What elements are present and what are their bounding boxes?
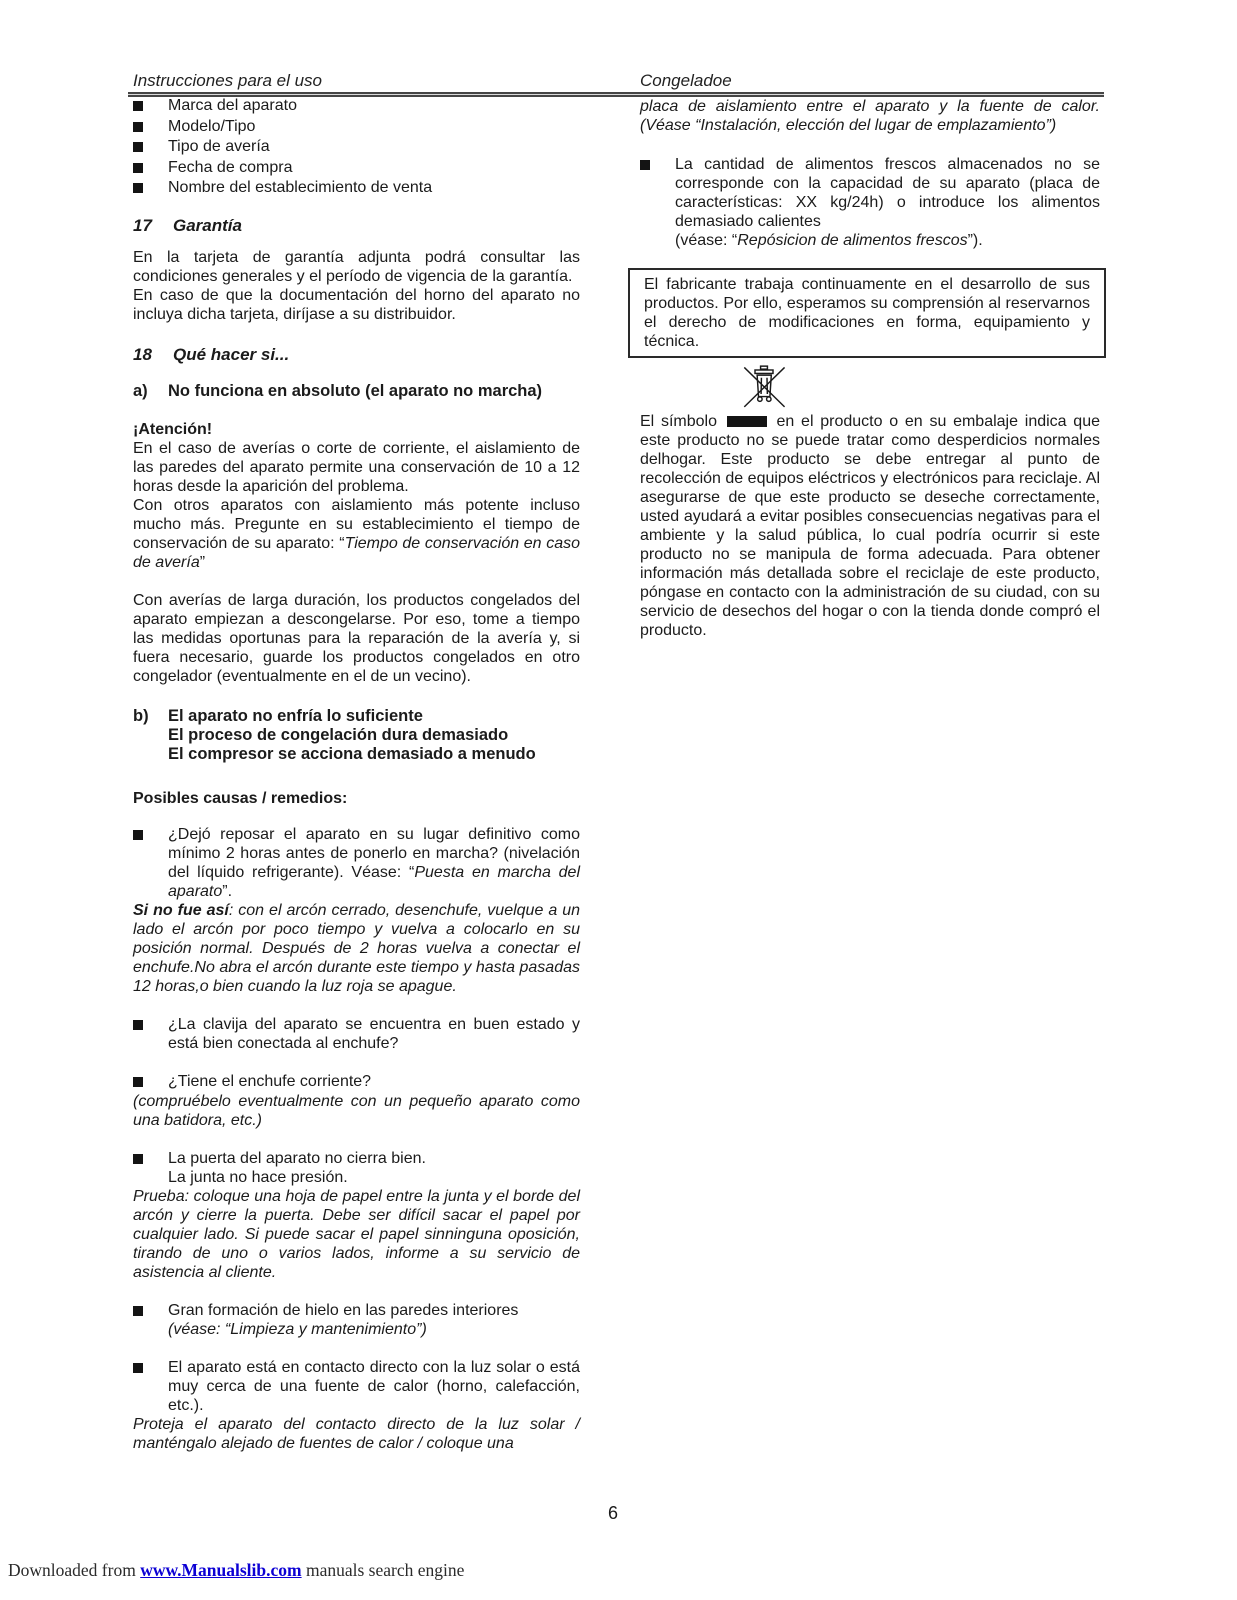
checklist-item: [133, 178, 580, 199]
bullet-marker: [133, 178, 168, 199]
paragraph-simbolo-reciclaje: El símbolo en el producto o en su embalaje indica que este producto no se puede tratar como desperdicios normales delhogar. Este producto se debe entregar al punto de recolección de equipos eléctricos y electrónicos para reciclaje. Al asegurarse de que este producto se deseche correctamente, usted ayudará a evitar posibles consecuencias negativas para el ambiente y la salud pública, lo cual podría ocurrir si este producto no se manipula de forma adecuada. Para obtener información más detallada sobre el reciclaje de este producto, póngase en contacto con la administración de su ciudad, con su servicio de desechos del hogar o con la tienda donde compró el producto.: [640, 413, 1101, 639]
footer: [8, 1560, 464, 1581]
bullet-item-clavija: [133, 1015, 580, 1053]
square-bullet-icon: [133, 1306, 143, 1316]
item-b-line: El compresor se acciona demasiado a menudo: [168, 744, 536, 763]
checklist-label: Nombre del establecimiento de venta: [168, 179, 433, 196]
paragraph-compruebelo: (compruébelo eventualmente con un pequeño aparato como una batidora, etc.): [133, 1092, 580, 1129]
square-bullet-icon: [133, 1020, 143, 1030]
item-text: [168, 707, 580, 764]
right-column: [640, 96, 1100, 640]
bullet-text: ¿Tiene el enchufe corriente?: [168, 1072, 372, 1090]
bullet-text: [168, 1301, 580, 1339]
footer-prefix: Downloaded from: [8, 1560, 141, 1580]
section-title: Garantía: [173, 215, 242, 235]
section-17-heading: [133, 216, 580, 235]
bullet-item-cantidad-alimentos: [640, 155, 1100, 250]
paragraph-averias: Con averías de larga duración, los productos congelados del aparato empiezan a descongelarse. Por eso, tome a tiempo las medidas oportunas para la reparación de la avería y, si fuera necesario, guarde los productos congelados en otro congelador (eventualmente en el de un vecino).: [133, 591, 580, 685]
checklist-label: Fecha de compra: [168, 158, 293, 176]
square-bullet-icon: [133, 163, 143, 173]
bullet-marker: [133, 1015, 168, 1053]
bullet-marker: [133, 96, 168, 117]
bullet-marker: [133, 1072, 168, 1092]
item-b-line: El proceso de congelación dura demasiado: [168, 725, 509, 744]
square-bullet-icon: [133, 101, 143, 111]
bullet-item-enchufe: [133, 1072, 580, 1092]
item-label: b): [133, 706, 149, 725]
bullet-marker: [133, 825, 168, 901]
section-number: 18: [133, 344, 152, 364]
paragraph-atencion: En el caso de averías o corte de corriente, el aislamiento de las paredes del aparato permite una conservación de 10 a 12 horas desde la aparición del problema.: [133, 439, 580, 495]
atencion-heading: ¡Atención!: [133, 420, 213, 438]
square-bullet-icon: [133, 1077, 143, 1087]
square-bullet-icon: [133, 1154, 143, 1164]
square-bullet-icon: [133, 183, 143, 193]
page-number: 6: [608, 1503, 619, 1523]
section-18-heading: [133, 345, 580, 364]
bullet-text: ¿Dejó reposar el aparato en su lugar definitivo como mínimo 2 horas antes de ponerlo en marcha? (nivelación del líquido refrigerante). Véase: “Puesta en marcha del aparato”.: [168, 825, 581, 900]
paragraph-prueba: Prueba: coloque una hoja de papel entre la junta y el borde del arcón y cierre la puerta. Debe ser difícil sacar el papel por cualquier lado. Si puede sacar el papel sinninguna oposición, tirando de uno o varios lados, informe a su servicio de asistencia al cliente.: [133, 1187, 580, 1281]
bullet-marker: [133, 158, 168, 179]
square-bullet-icon: [133, 142, 143, 152]
checklist-label: Modelo/Tipo: [168, 117, 256, 135]
item-text: No funciona en absoluto (el aparato no marcha): [168, 381, 543, 400]
checklist-item: [133, 137, 580, 158]
item-a-heading: [133, 382, 580, 401]
checklist-label: Marca del aparato: [168, 97, 297, 114]
footer-suffix: manuals search engine: [301, 1560, 465, 1580]
paragraph-garantia-1: En la tarjeta de garantía adjunta podrá consultar las condiciones generales y el período de vigencia de la garantía.: [133, 248, 580, 285]
bullet-item-puerta: [133, 1149, 580, 1187]
item-b-heading: [133, 707, 580, 764]
checklist-label: Tipo de avería: [168, 138, 270, 155]
checklist-item: [133, 96, 580, 117]
square-bullet-icon: [640, 160, 650, 170]
left-column: [133, 96, 580, 1453]
checklist-item: [133, 158, 580, 179]
section-title: Qué hacer si...: [173, 344, 290, 364]
manufacturer-note-box: El fabricante trabaja continuamente en el desarrollo de sus productos. Por ello, esperamos su comprensión al reservarnos el derecho de modificaciones en forma, equipamiento y técnica.: [628, 268, 1106, 358]
censored-symbol-black-bar: [727, 416, 767, 427]
checklist-item: [133, 117, 580, 138]
item-label: a): [133, 381, 148, 400]
square-bullet-icon: [133, 830, 143, 840]
weee-crossed-out-bin-icon: [738, 364, 790, 412]
bullet-text: ¿La clavija del aparato se encuentra en buen estado y está bien conectada al enchufe?: [168, 1015, 580, 1052]
bullet-line: Gran formación de hielo en las paredes interiores: [168, 1301, 519, 1319]
bullet-marker: [133, 1358, 168, 1415]
square-bullet-icon: [133, 1363, 143, 1373]
bullet-marker: [640, 155, 675, 250]
square-bullet-icon: [133, 122, 143, 132]
header-left-title: Instrucciones para el uso: [133, 71, 322, 90]
posibles-causas-heading: Posibles causas / remedios:: [133, 789, 348, 807]
bullet-marker: [133, 137, 168, 158]
bullet-text: El aparato está en contacto directo con la luz solar o está muy cerca de una fuente de calor (horno, calefacción, etc.).: [168, 1358, 580, 1414]
bullet-line: La junta no hace presión.: [168, 1168, 348, 1186]
manualslib-link[interactable]: www.Manualslib.com: [140, 1560, 302, 1580]
bullet-item-luz-solar: [133, 1358, 580, 1415]
paragraph-placa-aislamiento: placa de aislamiento entre el aparato y la fuente de calor. (Véase “Instalación, elección del lugar de emplazamiento”): [640, 98, 1100, 134]
paragraph-proteja: Proteja el aparato del contacto directo de la luz solar / manténgalo alejado de fuentes de calor / coloque una: [133, 1415, 580, 1452]
paragraph-si-no-fue-asi: Si no fue así: con el arcón cerrado, desenchufe, vuelque a un lado el arcón por poco tiempo y vuelva a colocarlo en su posición normal. Después de 2 horas vuelva a conectar el enchufe.No abra el arcón durante este tiempo y hasta pasadas 12 horas,o bien cuando la luz roja se apague.: [133, 901, 580, 995]
bullet-marker: [133, 117, 168, 138]
bullet-line: (véase: “Limpieza y mantenimiento”): [168, 1320, 427, 1338]
header-right-title: Congeladoe: [640, 71, 732, 90]
paragraph-garantia-2: En caso de que la documentación del horno del aparato no incluya dicha tarjeta, diríjase a su distribuidor.: [133, 286, 580, 323]
bullet-marker: [133, 1149, 168, 1187]
bullet-item-dejo-reposar: [133, 825, 580, 901]
bullet-item-hielo: [133, 1301, 580, 1339]
bullet-text: [168, 1149, 580, 1187]
section-number: 17: [133, 215, 152, 235]
bullet-line: La puerta del aparato no cierra bien.: [168, 1149, 426, 1167]
paragraph-otros-aparatos: Con otros aparatos con aislamiento más potente incluso mucho más. Pregunte en su establecimiento el tiempo de conservación de su aparato: “Tiempo de conservación en caso de avería”: [133, 496, 580, 571]
bullet-marker: [133, 1301, 168, 1339]
bullet-text: La cantidad de alimentos frescos almacenados no se corresponde con la capacidad de su aparato (placa de características: XX kg/24h) o introduce los alimentos demasiado calientes (véase: “Repósicion de alimentos frescos”).: [675, 156, 1100, 249]
item-b-line: El aparato no enfría lo suficiente: [168, 706, 423, 725]
